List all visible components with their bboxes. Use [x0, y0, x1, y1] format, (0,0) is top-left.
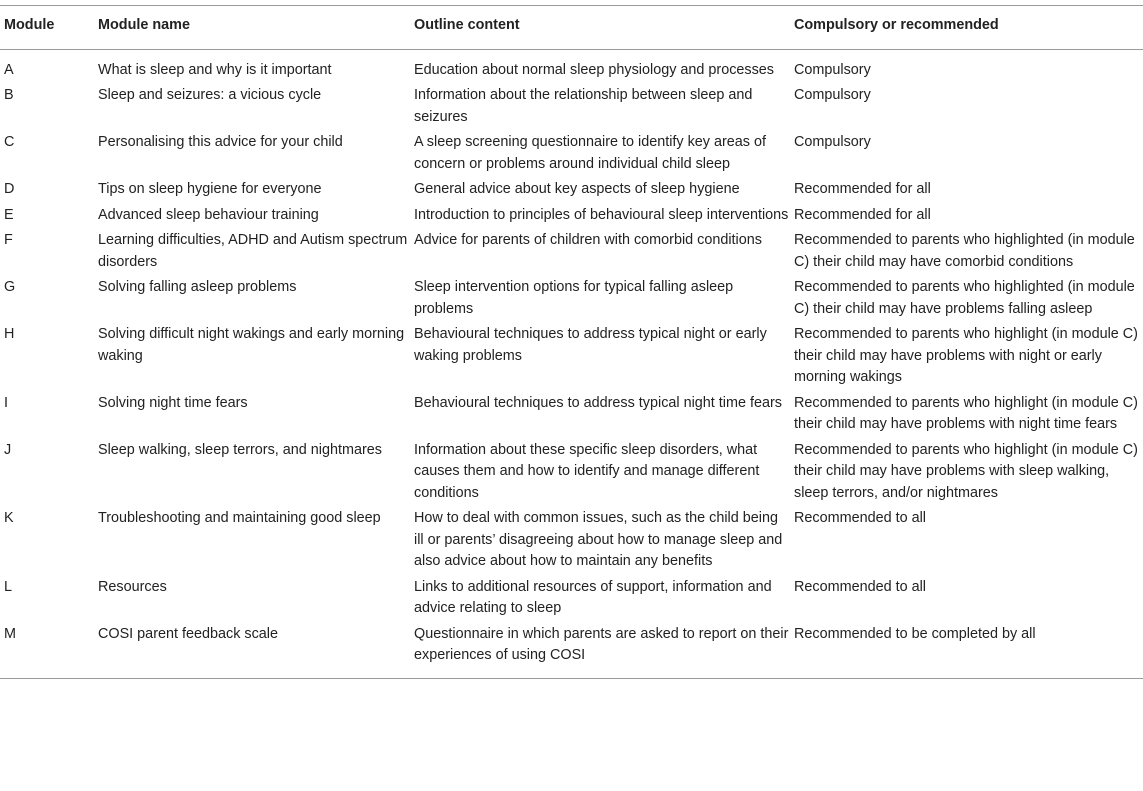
requirement-cell: Recommended to all — [794, 510, 926, 526]
module-name-cell: Solving night time fears — [98, 394, 248, 411]
outline-content-cell: Information about these specific sleep disorders, what causes them and how to identify and manage different conditions — [414, 441, 760, 501]
module-name-cell: Personalising this advice for your child — [98, 134, 343, 150]
table-row — [0, 132, 1143, 179]
table-row — [0, 624, 1143, 679]
module-name-cell: What is sleep and why is it important — [98, 61, 332, 78]
module-letter-cell: M — [0, 624, 94, 679]
module-name-cell: Sleep walking, sleep terrors, and nightmares — [98, 441, 382, 458]
module-letter-cell: D — [4, 181, 15, 197]
module-letter-cell: F — [4, 232, 13, 248]
outline-content-cell: Links to additional resources of support, information and advice relating to sleep — [414, 578, 772, 616]
outline-content-cell: Questionnaire in which parents are asked to report on their experiences of using COSI — [410, 624, 790, 679]
table-header — [0, 6, 1143, 50]
requirement-cell: Recommended to parents who highlight (in module C) their child may have problems with sleep walking, sleep terrors, and/or nightmares — [794, 441, 1138, 501]
module-letter-cell: A — [4, 61, 14, 78]
table-row — [0, 230, 1143, 277]
header-compulsory-or-recommended: Compulsory or recommended — [790, 6, 1143, 50]
table-body — [0, 49, 1143, 678]
requirement-cell: Recommended for all — [794, 181, 931, 197]
outline-content-cell: Behavioural techniques to address typical night or early waking problems — [414, 326, 767, 364]
header-outline-content: Outline content — [410, 6, 790, 50]
outline-content-cell: A sleep screening questionnaire to identify key areas of concern or problems around individual child sleep — [414, 134, 766, 172]
requirement-cell: Compulsory — [794, 134, 871, 150]
requirement-cell: Recommended to parents who highlighted (in module C) their child may have comorbid conditions — [794, 232, 1135, 270]
table-row — [0, 205, 1143, 231]
module-letter-cell: C — [4, 134, 15, 150]
module-name-cell: Solving falling asleep problems — [98, 279, 297, 295]
requirement-cell: Recommended to be completed by all — [790, 624, 1143, 679]
outline-content-cell: Introduction to principles of behavioural sleep interventions — [414, 206, 789, 223]
table-row — [0, 577, 1143, 624]
module-letter-cell: B — [4, 87, 14, 103]
table-row — [0, 277, 1143, 324]
header-row — [0, 6, 1143, 50]
module-name-cell: Solving difficult night wakings and early morning waking — [98, 326, 405, 364]
outline-content-cell: Sleep intervention options for typical falling asleep problems — [414, 279, 734, 317]
outline-content-cell: How to deal with common issues, such as the child being ill or parents’ disagreeing about how to manage sleep and also advice about how to maintain any benefits — [414, 510, 783, 569]
table-row — [0, 179, 1143, 205]
modules-table — [0, 5, 1143, 679]
module-letter-cell: L — [4, 578, 13, 595]
table-row — [0, 85, 1143, 132]
requirement-cell: Recommended to all — [794, 578, 926, 595]
outline-content-cell: Information about the relationship between sleep and seizures — [414, 87, 753, 125]
outline-content-cell: General advice about key aspects of sleep hygiene — [414, 181, 740, 197]
requirement-cell: Recommended to parents who highlighted (in module C) their child may have problems falling asleep — [794, 279, 1135, 317]
requirement-cell: Recommended for all — [794, 206, 931, 223]
outline-content-cell: Behavioural techniques to address typical night time fears — [414, 394, 782, 411]
table-row — [0, 393, 1143, 440]
table-row — [0, 49, 1143, 85]
module-letter-cell: J — [4, 441, 12, 458]
module-name-cell: Resources — [98, 578, 167, 595]
module-letter-cell: I — [4, 394, 8, 411]
outline-content-cell: Advice for parents of children with comorbid conditions — [414, 232, 762, 248]
module-letter-cell: H — [4, 326, 15, 342]
module-name-cell: Advanced sleep behaviour training — [98, 206, 319, 223]
header-module-name: Module name — [94, 6, 410, 50]
module-letter-cell: K — [4, 510, 14, 526]
module-name-cell: Sleep and seizures: a vicious cycle — [98, 87, 322, 103]
requirement-cell: Compulsory — [794, 87, 871, 103]
module-name-cell: Tips on sleep hygiene for everyone — [98, 181, 322, 197]
module-name-cell: Troubleshooting and maintaining good sleep — [98, 510, 381, 526]
requirement-cell: Recommended to parents who highlight (in module C) their child may have problems with night or early morning wakings — [794, 326, 1138, 385]
module-name-cell: COSI parent feedback scale — [94, 624, 410, 679]
table-row — [0, 440, 1143, 509]
table-row — [0, 324, 1143, 393]
module-letter-cell: G — [4, 279, 16, 295]
outline-content-cell: Education about normal sleep physiology and processes — [414, 61, 774, 78]
module-letter-cell: E — [4, 206, 14, 223]
requirement-cell: Compulsory — [794, 61, 871, 78]
header-module: Module — [0, 6, 94, 50]
table-row — [0, 508, 1143, 577]
requirement-cell: Recommended to parents who highlight (in module C) their child may have problems with night time fears — [794, 394, 1138, 432]
module-name-cell: Learning difficulties, ADHD and Autism spectrum disorders — [98, 232, 408, 270]
